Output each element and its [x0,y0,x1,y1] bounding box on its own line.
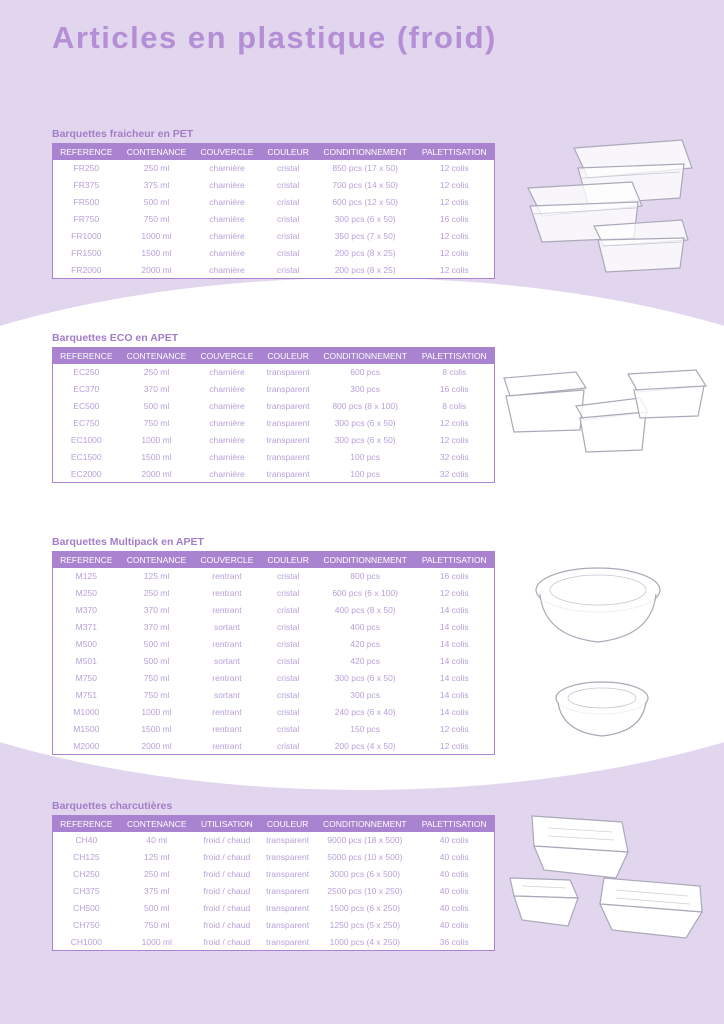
table-row [53,653,495,670]
table-cell: 12 colis [439,264,469,275]
table-cell: 300 pcs [350,690,381,700]
product-table-eco [52,347,495,483]
table-cell: charnière [209,231,245,241]
product-image-multipack [528,562,668,750]
table-row [53,398,495,415]
column-header: CONTENANCE [120,816,194,832]
table-cell: 16 colis [439,384,469,394]
table-row [53,636,495,653]
table-cell: M1000 [73,707,100,717]
table-header-row [53,552,495,568]
table-cell: cristal [277,248,300,258]
table-cell: 240 pcs (6 x 40) [334,707,396,717]
table-cell: FR1500 [71,248,102,258]
table-row [53,585,495,602]
column-header: COULEUR [260,816,315,832]
table-cell: rentrant [212,571,242,581]
table-cell: 500 ml [144,903,170,913]
table-cell: 1250 pcs (5 x 250) [329,920,401,930]
table-cell: charnière [209,452,245,462]
product-image-eco [500,366,710,458]
product-image-charcutieres [504,808,710,946]
table-cell: cristal [277,231,300,241]
column-header: REFERENCE [53,552,120,568]
table-cell: FR500 [73,197,100,207]
table-cell: M500 [75,639,97,649]
table-row [53,849,495,866]
table-cell: froid / chaud [203,869,251,879]
table-cell: 32 colis [439,468,469,479]
column-header: REFERENCE [53,144,120,160]
table-row [53,177,495,194]
table-cell: froid / chaud [203,936,251,947]
table-cell: 1000 ml [141,707,172,717]
table-cell: rentrant [212,740,242,751]
table-cell: 300 pcs (6 x 50) [334,418,396,428]
table-row [53,687,495,704]
table-cell: 32 colis [439,452,469,462]
table-cell: cristal [277,740,300,751]
table-cell: charnière [209,180,245,190]
table-cell: M1500 [73,724,100,734]
table-cell: 400 pcs [350,622,381,632]
product-table-fraicheur [52,143,495,279]
table-cell: rentrant [212,673,242,683]
table-cell: FR2000 [71,264,102,275]
table-cell: 14 colis [439,639,469,649]
column-header: CONDITIONNEMENT [316,348,415,364]
table-cell: 150 pcs [350,724,381,734]
table-row [53,415,495,432]
table-cell: transparent [266,468,310,479]
product-table-multipack [52,551,495,755]
table-cell: transparent [266,401,310,411]
table-cell: M751 [75,690,97,700]
table-cell: charnière [209,401,245,411]
table-cell: 370 ml [143,605,170,615]
column-header: COUVERCLE [193,552,260,568]
table-cell: 8 colis [442,367,467,377]
table-cell: CH500 [73,903,100,913]
table-cell: 750 ml [143,214,170,224]
table-cell: 12 colis [439,197,469,207]
table-cell: froid / chaud [203,835,251,845]
table-cell: 12 colis [439,588,469,598]
table-row [53,466,495,483]
table-cell: transparent [266,418,310,428]
table-cell: 12 colis [439,248,469,258]
table-cell: 500 ml [143,639,170,649]
table-row [53,160,495,177]
table-cell: 750 ml [143,673,170,683]
table-cell: EC1000 [70,435,102,445]
table-cell: sortant [213,622,240,632]
table-cell: M501 [75,656,97,666]
table-cell: charnière [209,197,245,207]
table-cell: transparent [266,920,310,930]
table-header-row [53,144,495,160]
page-title: Articles en plastique (froid) [52,20,497,55]
table-cell: 400 pcs (8 x 50) [334,605,396,615]
section-eco [52,332,495,483]
table-row [53,568,495,585]
table-cell: 14 colis [439,673,469,683]
table-cell: 250 ml [143,367,170,377]
table-cell: transparent [266,903,310,913]
table-cell: charnière [209,435,245,445]
table-cell: 40 colis [439,886,469,896]
table-cell: froid / chaud [203,903,251,913]
table-cell: rentrant [212,724,242,734]
table-cell: 375 ml [144,886,170,896]
table-cell: EC1500 [70,452,102,462]
table-row [53,738,495,755]
table-cell: 14 colis [439,707,469,717]
column-header: PALETTISATION [415,144,495,160]
table-cell: 370 ml [143,622,170,632]
table-row [53,194,495,211]
table-cell: 14 colis [439,690,469,700]
table-cell: 300 pcs (6 x 50) [334,214,396,224]
table-cell: M2000 [73,740,100,751]
table-cell: cristal [277,605,300,615]
column-header: COULEUR [260,348,315,364]
column-header: COUVERCLE [193,348,260,364]
table-cell: 250 ml [143,163,170,173]
table-cell: CH375 [73,886,100,896]
table-cell: EC250 [73,367,100,377]
table-cell: transparent [266,452,310,462]
table-cell: charnière [209,384,245,394]
table-cell: cristal [277,656,300,666]
table-cell: CH40 [75,835,98,845]
table-cell: 12 colis [439,724,469,734]
table-cell: 500 ml [143,656,170,666]
table-cell: 40 colis [439,903,469,913]
table-cell: 300 pcs (6 x 50) [334,673,396,683]
column-header: CONTENANCE [120,552,194,568]
column-header: PALETTISATION [415,552,495,568]
table-cell: 1500 ml [141,724,172,734]
table-cell: charnière [209,214,245,224]
table-row [53,704,495,721]
table-cell: sortant [213,690,240,700]
table-cell: 750 ml [144,920,170,930]
section-multipack [52,536,495,755]
table-cell: 1500 ml [141,248,172,258]
table-cell: 12 colis [439,435,469,445]
table-cell: 3000 pcs (6 x 500) [329,869,401,879]
table-cell: 300 pcs [350,384,381,394]
table-row [53,449,495,466]
table-cell: transparent [266,869,310,879]
table-cell: FR750 [73,214,100,224]
table-cell: 40 colis [439,920,469,930]
product-table-charcutieres [52,815,495,951]
table-cell: transparent [266,435,310,445]
table-cell: 2000 ml [141,740,172,751]
section-fraicheur [52,128,495,279]
table-cell: 200 pcs (8 x 25) [334,248,396,258]
table-cell: sortant [213,656,240,666]
table-cell: M250 [75,588,97,598]
table-cell: 100 pcs [350,468,381,479]
table-row [53,619,495,636]
table-cell: 12 colis [439,418,469,428]
table-cell: 250 ml [144,869,170,879]
table-cell: EC750 [73,418,100,428]
table-cell: 700 pcs (14 x 50) [332,180,398,190]
section-title: Barquettes Multipack en APET [52,536,204,548]
table-cell: 350 pcs (7 x 50) [334,231,396,241]
table-cell: 1000 ml [141,435,172,445]
table-row [53,262,495,279]
table-row [53,721,495,738]
table-cell: cristal [277,639,300,649]
product-image-fraicheur [522,138,696,276]
table-cell: 40 colis [439,852,469,862]
table-cell: 200 pcs (4 x 50) [334,740,396,751]
table-cell: 200 pcs (8 x 25) [334,264,396,275]
table-row [53,832,495,849]
table-cell: M750 [75,673,97,683]
section-title: Barquettes charcutières [52,800,173,812]
table-cell: 250 ml [143,588,170,598]
table-cell: 12 colis [439,231,469,241]
table-cell: EC370 [73,384,100,394]
table-cell: rentrant [212,639,242,649]
table-cell: charnière [209,264,245,275]
table-cell: 12 colis [439,740,469,751]
table-cell: 1000 ml [141,936,172,947]
section-charcutieres [52,800,495,951]
table-cell: M125 [75,571,97,581]
table-cell: FR1000 [71,231,102,241]
table-row [53,381,495,398]
table-cell: 40 colis [439,869,469,879]
section-title: Barquettes ECO en APET [52,332,179,344]
table-cell: cristal [277,214,300,224]
table-cell: froid / chaud [203,920,251,930]
table-cell: M371 [75,622,97,632]
table-cell: CH750 [73,920,100,930]
table-cell: cristal [277,622,300,632]
table-cell: 750 ml [143,418,170,428]
table-cell: 1000 ml [141,231,172,241]
table-cell: froid / chaud [203,886,251,896]
table-cell: 8 colis [442,401,467,411]
table-row [53,432,495,449]
column-header: CONTENANCE [120,144,194,160]
table-cell: 800 pcs (8 x 100) [332,401,398,411]
table-cell: transparent [266,936,310,947]
table-cell: 300 pcs (6 x 50) [334,435,396,445]
table-cell: 600 pcs (12 x 50) [332,197,398,207]
table-cell: 125 ml [143,571,170,581]
table-cell: 750 ml [143,690,170,700]
table-row [53,228,495,245]
column-header: UTILISATION [194,816,260,832]
table-cell: 40 ml [146,835,168,845]
table-cell: EC500 [73,401,100,411]
table-cell: 1500 ml [141,452,172,462]
column-header: CONDITIONNEMENT [315,816,414,832]
table-cell: 14 colis [439,656,469,666]
table-row [53,934,495,951]
column-header: COULEUR [260,552,315,568]
table-cell: 420 pcs [350,656,381,666]
column-header: PALETTISATION [415,348,495,364]
table-cell: cristal [277,163,300,173]
table-cell: 500 ml [143,401,170,411]
table-cell: 500 ml [143,197,170,207]
table-cell: charnière [209,163,245,173]
table-cell: cristal [277,264,300,275]
column-header: COULEUR [260,144,315,160]
table-row [53,245,495,262]
table-cell: charnière [209,367,245,377]
table-cell: 125 ml [144,852,170,862]
table-cell: 40 colis [439,835,469,845]
table-cell: 370 ml [143,384,170,394]
column-header: REFERENCE [53,348,120,364]
table-cell: transparent [266,852,310,862]
table-cell: 2500 pcs (10 x 250) [327,886,403,896]
table-row [53,211,495,228]
table-cell: 600 pcs (6 x 100) [332,588,398,598]
table-cell: 5000 pcs (10 x 500) [327,852,403,862]
table-row [53,917,495,934]
table-cell: CH125 [73,852,100,862]
table-cell: transparent [266,835,310,845]
table-cell: 14 colis [439,605,469,615]
table-cell: 2000 ml [141,264,172,275]
table-header-row [53,816,495,832]
table-cell: transparent [266,384,310,394]
table-row [53,883,495,900]
section-title: Barquettes fraicheur en PET [52,128,194,140]
table-cell: 850 pcs (17 x 50) [332,163,398,173]
table-cell: CH250 [73,869,100,879]
table-cell: FR375 [73,180,100,190]
table-cell: cristal [277,571,300,581]
table-row [53,364,495,381]
table-header-row [53,348,495,364]
table-cell: 800 pcs [350,571,381,581]
table-cell: 12 colis [439,180,469,190]
table-cell: cristal [277,197,300,207]
table-cell: transparent [266,367,310,377]
column-header: PALETTISATION [414,816,494,832]
table-cell: 14 colis [439,622,469,632]
column-header: CONDITIONNEMENT [316,552,415,568]
table-cell: transparent [266,886,310,896]
table-cell: cristal [277,673,300,683]
table-cell: 375 ml [143,180,170,190]
table-cell: charnière [209,468,245,479]
table-row [53,602,495,619]
table-cell: 16 colis [439,214,469,224]
table-cell: charnière [209,248,245,258]
table-cell: 600 pcs [350,367,381,377]
table-cell: CH1000 [70,936,102,947]
table-cell: rentrant [212,707,242,717]
table-cell: cristal [277,180,300,190]
table-cell: 2000 ml [141,468,172,479]
column-header: REFERENCE [53,816,120,832]
table-cell: 9000 pcs (18 x 500) [327,835,403,845]
table-cell: FR250 [73,163,100,173]
table-cell: froid / chaud [203,852,251,862]
table-cell: cristal [277,588,300,598]
table-row [53,866,495,883]
table-cell: 1500 pcs (6 x 250) [329,903,401,913]
column-header: CONTENANCE [120,348,194,364]
table-cell: rentrant [212,588,242,598]
table-cell: 100 pcs [350,452,381,462]
table-cell: rentrant [212,605,242,615]
table-cell: 16 colis [439,571,469,581]
table-cell: cristal [277,690,300,700]
table-cell: 12 colis [439,163,469,173]
table-cell: M370 [75,605,97,615]
column-header: CONDITIONNEMENT [316,144,415,160]
table-cell: 420 pcs [350,639,381,649]
table-row [53,900,495,917]
table-cell: cristal [277,724,300,734]
table-cell: EC2000 [70,468,102,479]
table-cell: 1000 pcs (4 x 250) [329,936,401,947]
column-header: COUVERCLE [193,144,260,160]
table-cell: cristal [277,707,300,717]
table-cell: charnière [209,418,245,428]
table-cell: 36 colis [439,936,469,947]
table-row [53,670,495,687]
